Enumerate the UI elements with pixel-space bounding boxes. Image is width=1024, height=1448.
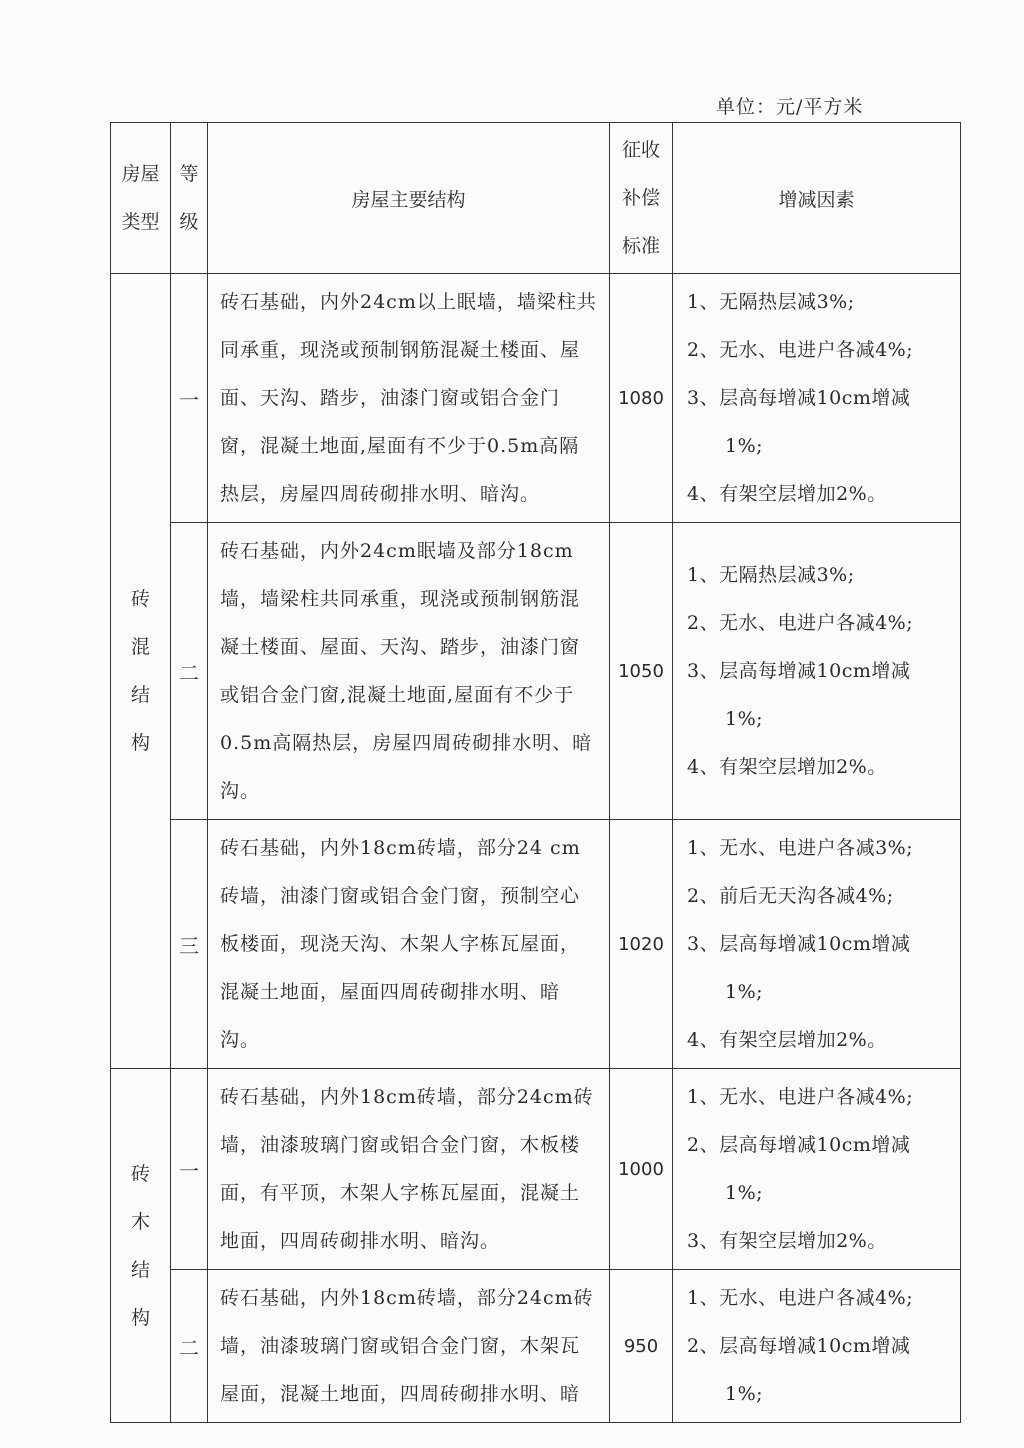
structure-cell: 砖石基础，内外18cm砖墙，部分24cm砖墙，油漆玻璃门窗或铝合金门窗，木板楼面，有平顶，木架人字栋瓦屋面，混凝土地面，四周砖砌排水明、暗沟。 xyxy=(208,1069,610,1270)
price-cell: 1020 xyxy=(610,820,673,1069)
grade-cell: 二 xyxy=(171,523,208,820)
unit-label: 单位：元/平方米 xyxy=(716,96,864,118)
factor-item: 2、前后无天沟各减4%; xyxy=(687,885,894,907)
factors-cell xyxy=(673,1270,961,1423)
factor-item: 1%; xyxy=(725,1383,764,1405)
factor-item: 4、有架空层增加2%。 xyxy=(687,483,887,505)
house-type-cell: 砖 木 结 构 xyxy=(111,1069,171,1423)
header-grade: 等 级 xyxy=(171,123,208,274)
factor-item: 3、有架空层增加2%。 xyxy=(687,1230,887,1252)
table-row xyxy=(111,523,961,820)
factor-item: 3、层高每增减10cm增减 xyxy=(687,933,911,955)
factor-item: 2、无水、电进户各减4%; xyxy=(687,612,914,634)
house-type-cell: 砖 混 结 构 xyxy=(111,274,171,1069)
price-cell: 950 xyxy=(610,1270,673,1423)
header-main-structure: 房屋主要结构 xyxy=(208,123,610,274)
price-cell: 1000 xyxy=(610,1069,673,1270)
compensation-standard-table xyxy=(110,122,961,1423)
factor-item: 3、层高每增减10cm增减 xyxy=(687,387,911,409)
factors-cell xyxy=(673,1069,961,1270)
factor-item: 1%; xyxy=(725,708,764,730)
factor-item: 1、无隔热层减3%; xyxy=(687,564,855,586)
table-row xyxy=(111,820,961,1069)
price-cell: 1050 xyxy=(610,523,673,820)
factor-item: 4、有架空层增加2%。 xyxy=(687,756,887,778)
structure-cell: 砖石基础，内外18cm砖墙，部分24 cm砖墙，油漆门窗或铝合金门窗，预制空心板楼面，现浇天沟、木架人字栋瓦屋面，混凝土地面，屋面四周砖砌排水明、暗沟。 xyxy=(208,820,610,1069)
factors-cell xyxy=(673,274,961,523)
price-cell: 1080 xyxy=(610,274,673,523)
structure-cell: 砖石基础，内外24cm以上眠墙，墙梁柱共同承重，现浇或预制钢筋混凝土楼面、屋面、天沟、踏步，油漆门窗或铝合金门窗，混凝土地面,屋面有不少于0.5m高隔热层，房屋四周砖砌排水明、暗沟。 xyxy=(208,274,610,523)
factor-item: 1、无水、电进户各减4%; xyxy=(687,1287,914,1309)
header-standard: 征收 补偿 标准 xyxy=(610,123,673,274)
grade-cell: 一 xyxy=(171,1069,208,1270)
structure-cell: 砖石基础，内外24cm眠墙及部分18cm墙，墙梁柱共同承重，现浇或预制钢筋混凝土楼面、屋面、天沟、踏步，油漆门窗或铝合金门窗,混凝土地面,屋面有不少于0.5m高隔热层，房屋四周砖砌排水明、暗沟。 xyxy=(208,523,610,820)
factor-item: 1、无水、电进户各减4%; xyxy=(687,1086,914,1108)
factor-item: 2、层高每增减10cm增减 xyxy=(687,1335,911,1357)
table-header-row xyxy=(111,123,961,274)
factor-item: 1、无隔热层减3%; xyxy=(687,291,855,313)
table-row xyxy=(111,1270,961,1423)
factor-item: 1%; xyxy=(725,1182,764,1204)
factor-item: 1%; xyxy=(725,435,764,457)
table-row xyxy=(111,1069,961,1270)
structure-cell: 砖石基础，内外18cm砖墙，部分24cm砖墙，油漆玻璃门窗或铝合金门窗，木架瓦屋面，混凝土地面，四周砖砌排水明、暗 xyxy=(208,1270,610,1423)
factors-cell xyxy=(673,820,961,1069)
factor-item: 2、层高每增减10cm增减 xyxy=(687,1134,911,1156)
header-house-type: 房屋 类型 xyxy=(111,123,171,274)
header-factors: 增减因素 xyxy=(673,123,961,274)
grade-cell: 二 xyxy=(171,1270,208,1423)
factors-cell xyxy=(673,523,961,820)
grade-cell: 一 xyxy=(171,274,208,523)
factor-item: 3、层高每增减10cm增减 xyxy=(687,660,911,682)
factor-item: 4、有架空层增加2%。 xyxy=(687,1029,887,1051)
factor-item: 1%; xyxy=(725,981,764,1003)
table-row xyxy=(111,274,961,523)
factor-item: 1、无水、电进户各减3%; xyxy=(687,837,914,859)
factor-item: 2、无水、电进户各减4%; xyxy=(687,339,914,361)
grade-cell: 三 xyxy=(171,820,208,1069)
